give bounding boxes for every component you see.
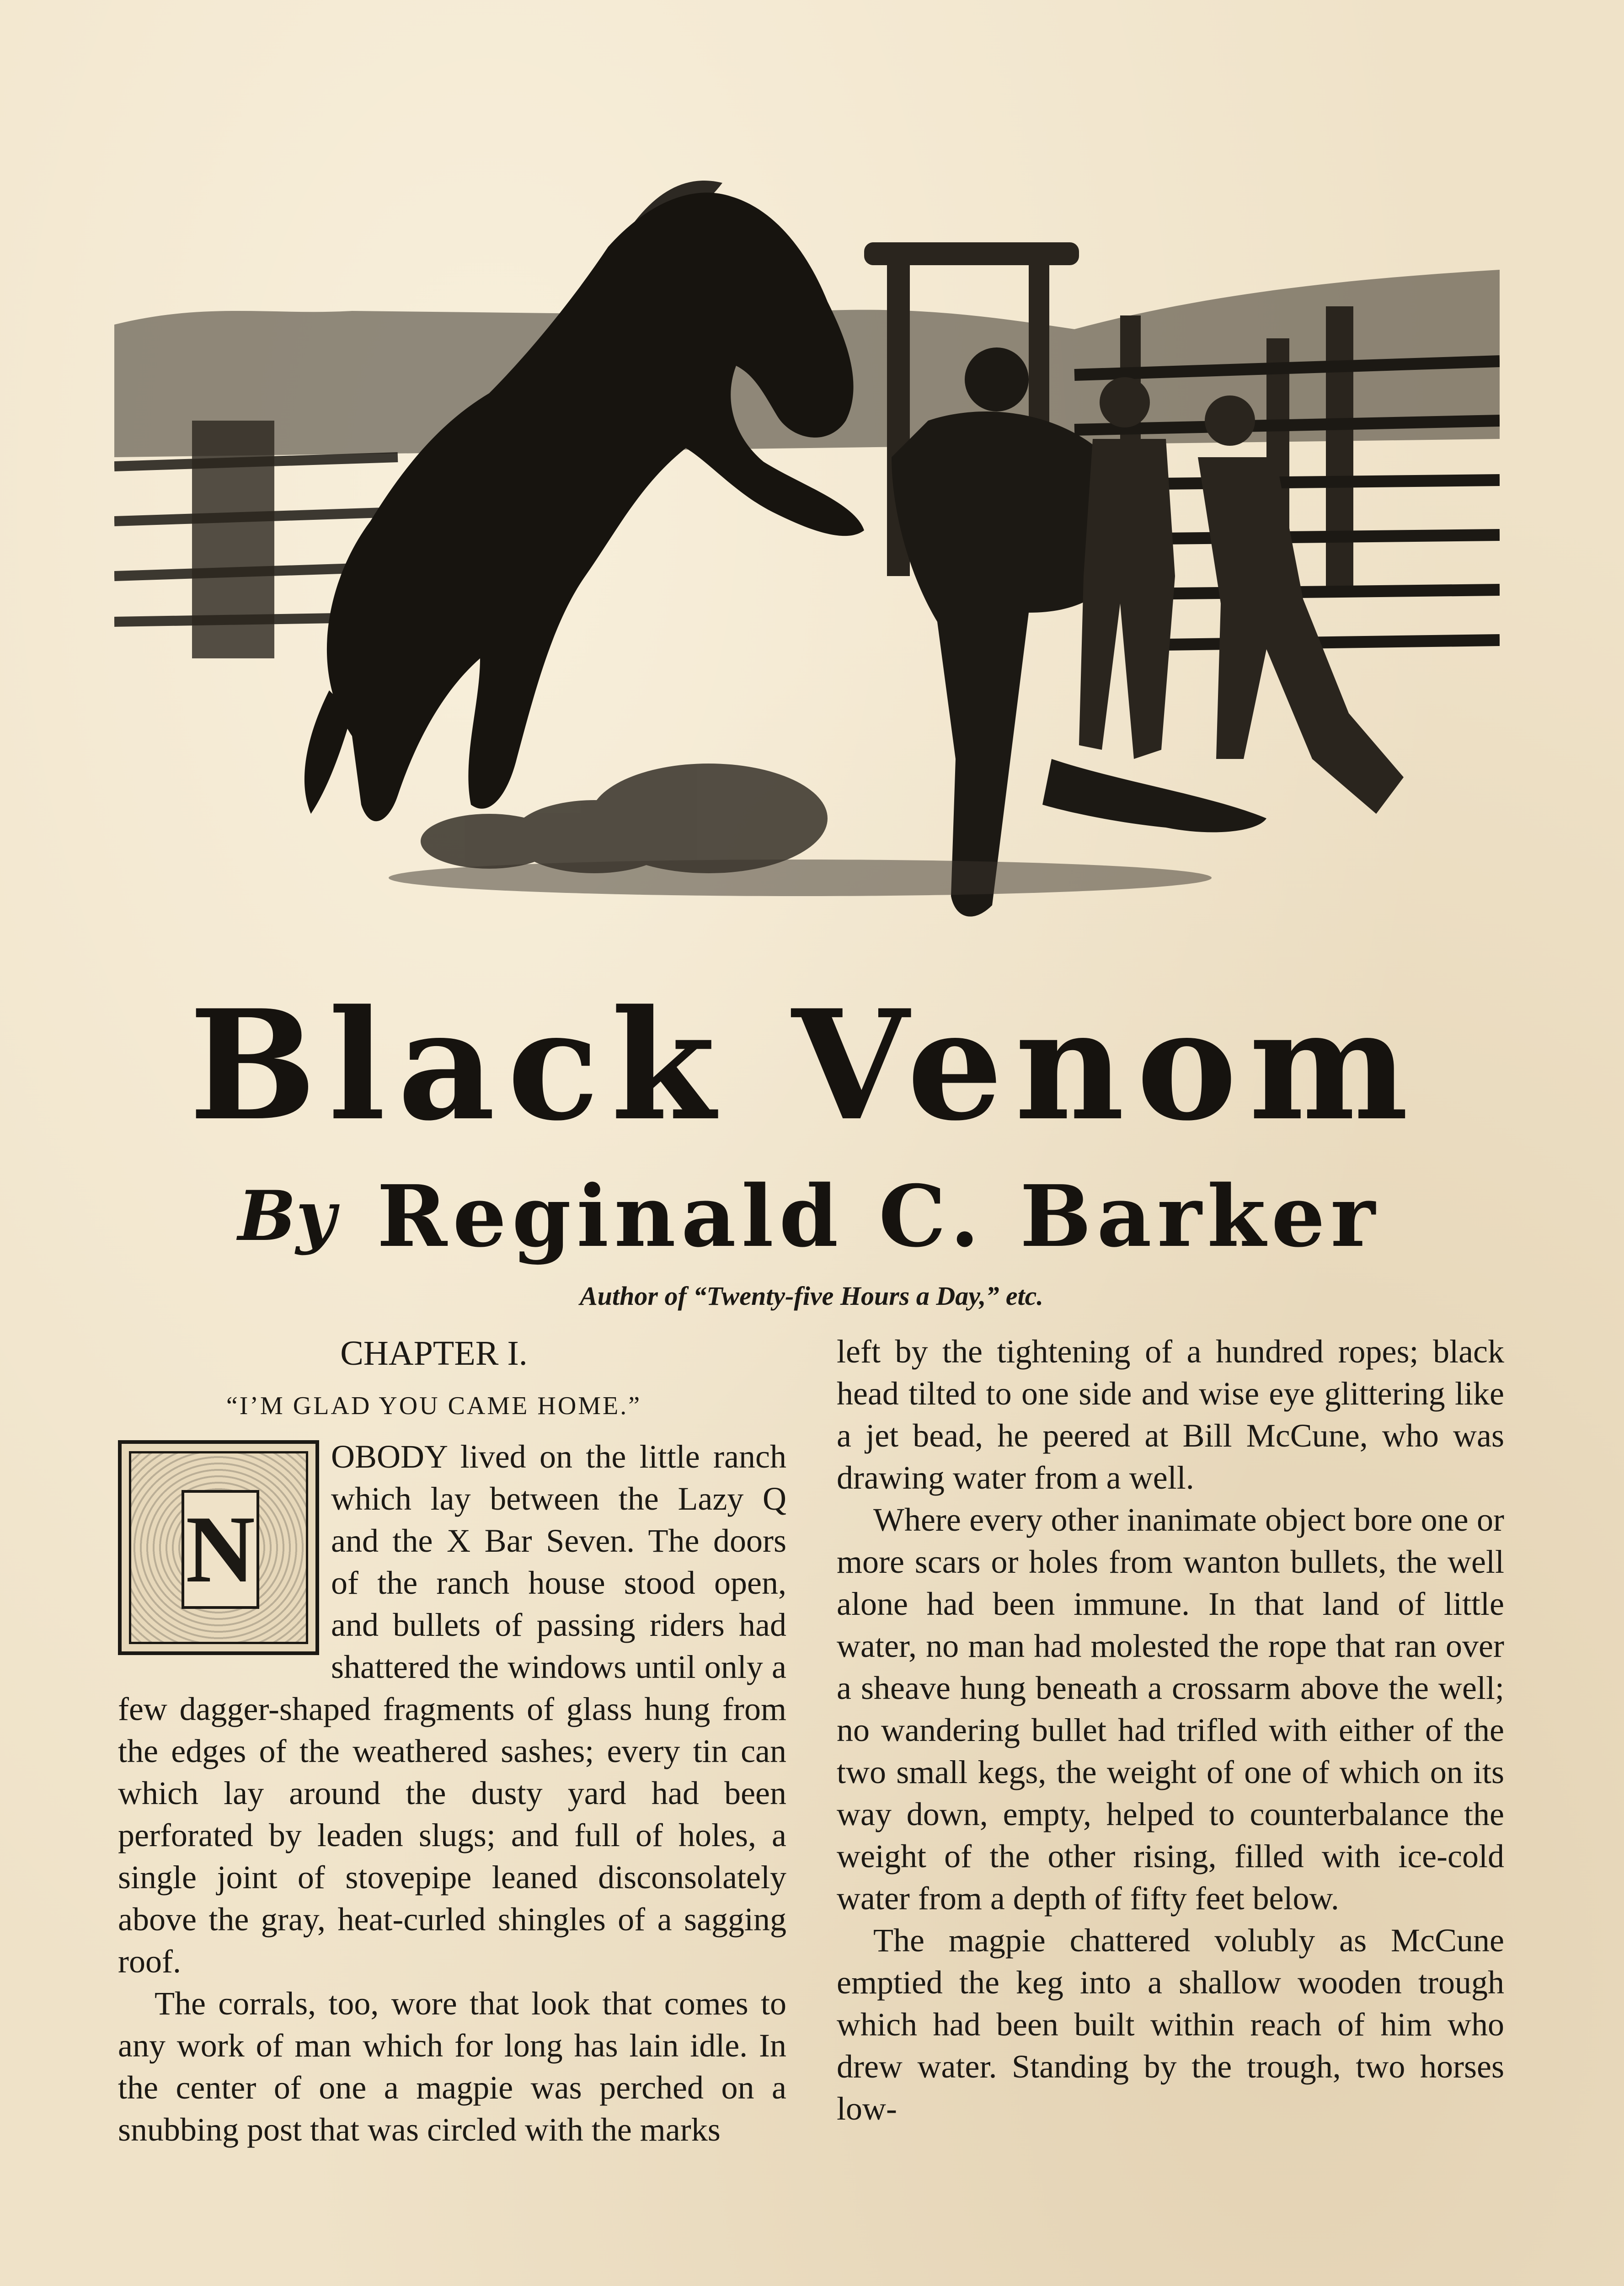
paragraph: The magpie chattered volubly as McCune emptied the keg into a shallow wooden trough which had been built within reach of him who drew water. Standing by the trough, two horses low- bbox=[837, 1922, 1504, 2127]
story-title: Black Venom bbox=[189, 977, 1421, 1154]
paragraph: Where every other inanimate object bore one or more scars or holes from wanton bullets, the well alone had been immune. In that land of little water, no man had molested the rope that ran over a sheave hung beneath a crossarm above the well; no wandering bullet had trifled with either of the two small kegs, the weight of one of which on its way down, empty, helped to counterbalance the weight of the other rising, filled with ice-cold water from a depth of fifty feet below. bbox=[837, 1501, 1504, 1917]
paragraph: left by the tightening of a hundred ropes; black head tilted to one side and wise eye glittering like a jet bead, he peered at Bill McCune, who was drawing water from a well. bbox=[837, 1333, 1504, 1496]
paragraph: The corrals, too, wore that look that comes to any work of man which for long has lain idle. In the center of one a magpie was perched on a snubbing post that was circled with the marks bbox=[118, 1985, 786, 2148]
drop-cap-letter: N bbox=[186, 1496, 255, 1602]
drop-cap-ornament bbox=[129, 1451, 308, 1644]
ground-dust bbox=[389, 860, 1212, 896]
paragraph: OBODY lived on the little ranch which lay between the Lazy Q and the X Bar Seven. The doors of the ranch house stood open, and bullets of passing riders had shattered the windows until only a few dagger-shaped fragments of glass hung from the edges of the weathered sashes; every tin can which lay around the dusty yard had been perforated by leaden slugs; and full of holes, a single joint of stovepipe leaned disconsolately above the gray, heat-curled shingles of a sagging roof. bbox=[118, 1438, 786, 1980]
byline bbox=[174, 1161, 1445, 1271]
byline-prefix: By bbox=[238, 1176, 336, 1256]
ornamental-drop-cap bbox=[118, 1440, 319, 1655]
author-credit: Author of “Twenty-five Hours a Day,” etc. bbox=[580, 1281, 1043, 1311]
left-column bbox=[118, 1330, 786, 2286]
right-column bbox=[837, 1330, 1504, 2286]
corral-post bbox=[192, 421, 274, 658]
chapter-subtitle: “I’M GLAD YOU CAME HOME.” bbox=[226, 1392, 642, 1420]
chapter-title: CHAPTER I. bbox=[340, 1334, 528, 1373]
story-illustration bbox=[114, 165, 1500, 988]
author-name: Reginald C. Barker bbox=[377, 1166, 1381, 1266]
rearing-horse bbox=[304, 181, 864, 821]
drop-cap-frame bbox=[182, 1490, 259, 1609]
